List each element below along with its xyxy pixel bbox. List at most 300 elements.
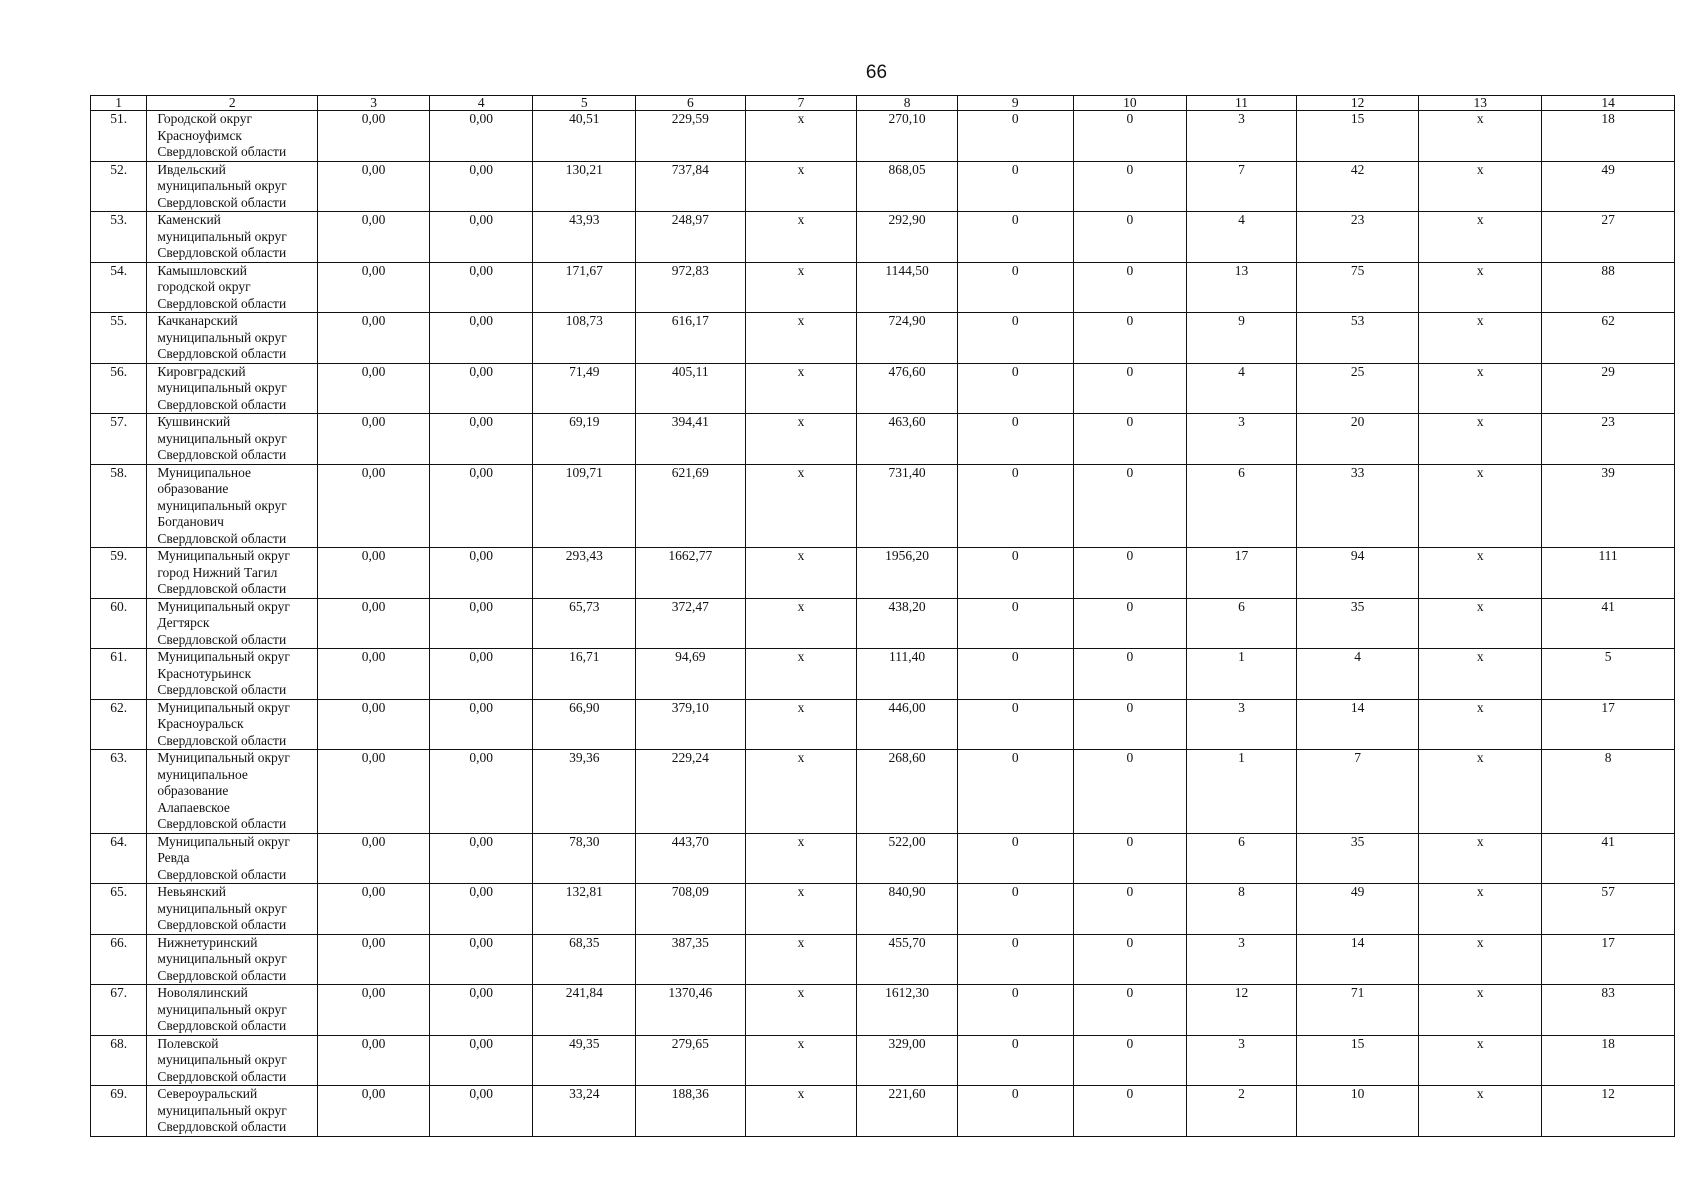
municipality-name <box>147 985 318 1036</box>
name-line: муниципальный округ <box>157 430 287 446</box>
name-line: городской округ <box>157 279 251 294</box>
row-number: 52. <box>91 161 147 212</box>
value-cell: 57 <box>1542 884 1675 935</box>
value-cell: 0 <box>957 934 1073 985</box>
table-row <box>91 598 1675 649</box>
value-cell: 229,59 <box>636 111 746 162</box>
name-line: Муниципальный округ <box>157 750 290 765</box>
value-cell: 476,60 <box>857 363 958 414</box>
value-cell: 71 <box>1296 985 1419 1036</box>
value-cell: 0 <box>957 884 1073 935</box>
name-line: Свердловской области <box>157 144 287 159</box>
value-cell: x <box>1419 262 1542 313</box>
value-cell: 0 <box>957 1035 1073 1086</box>
name-line: Свердловской области <box>157 732 287 748</box>
value-cell: 0,00 <box>318 934 430 985</box>
value-cell: 0 <box>1073 548 1187 599</box>
value-cell: 109,71 <box>533 464 636 548</box>
municipality-name <box>147 750 318 834</box>
value-cell: 0 <box>957 598 1073 649</box>
municipality-name <box>147 414 318 465</box>
value-cell: x <box>745 699 857 750</box>
value-cell: 394,41 <box>636 414 746 465</box>
name-line: муниципальный округ <box>157 497 287 513</box>
name-line: Свердловской области <box>157 581 287 596</box>
table-row <box>91 548 1675 599</box>
value-cell: 68,35 <box>533 934 636 985</box>
column-header: 7 <box>745 96 857 111</box>
value-cell: 0,00 <box>429 111 533 162</box>
row-number: 54. <box>91 262 147 313</box>
value-cell: 438,20 <box>857 598 958 649</box>
value-cell: x <box>1419 464 1542 548</box>
value-cell: 40,51 <box>533 111 636 162</box>
value-cell: 868,05 <box>857 161 958 212</box>
value-cell: 0 <box>957 161 1073 212</box>
value-cell: 35 <box>1296 598 1419 649</box>
row-number: 68. <box>91 1035 147 1086</box>
value-cell: x <box>1419 598 1542 649</box>
name-line: Камышловский <box>157 262 247 278</box>
value-cell: 33 <box>1296 464 1419 548</box>
value-cell: 1 <box>1187 750 1297 834</box>
value-cell: 0 <box>957 750 1073 834</box>
name-line: Красноуфимск <box>157 127 242 143</box>
value-cell: x <box>745 212 857 263</box>
value-cell: 0 <box>957 985 1073 1036</box>
value-cell: 27 <box>1542 212 1675 263</box>
value-cell: 229,24 <box>636 750 746 834</box>
name-line: Свердловской области <box>157 917 287 932</box>
column-header: 9 <box>957 96 1073 111</box>
municipality-name <box>147 699 318 750</box>
name-line: Свердловской области <box>157 682 287 697</box>
name-line: город Нижний Тагил <box>157 564 278 580</box>
value-cell: 0,00 <box>318 985 430 1036</box>
value-cell: x <box>745 363 857 414</box>
value-cell: 0 <box>957 833 1073 884</box>
value-cell: 6 <box>1187 464 1297 548</box>
value-cell: 14 <box>1296 699 1419 750</box>
value-cell: 329,00 <box>857 1035 958 1086</box>
column-header: 4 <box>429 96 533 111</box>
column-header: 12 <box>1296 96 1419 111</box>
value-cell: x <box>1419 833 1542 884</box>
value-cell: 6 <box>1187 833 1297 884</box>
name-line: Свердловской области <box>157 346 287 361</box>
value-cell: x <box>1419 161 1542 212</box>
page-number: 66 <box>865 62 888 83</box>
table-row <box>91 161 1675 212</box>
row-number: 57. <box>91 414 147 465</box>
value-cell: 1612,30 <box>857 985 958 1036</box>
value-cell: 69,19 <box>533 414 636 465</box>
table-row <box>91 111 1675 162</box>
value-cell: 62 <box>1542 313 1675 364</box>
value-cell: 0 <box>1073 833 1187 884</box>
value-cell: 111,40 <box>857 649 958 700</box>
table-row <box>91 1086 1675 1137</box>
value-cell: x <box>745 833 857 884</box>
value-cell: 0 <box>957 313 1073 364</box>
value-cell: 4 <box>1187 363 1297 414</box>
value-cell: 3 <box>1187 699 1297 750</box>
value-cell: 0 <box>1073 1035 1187 1086</box>
value-cell: 6 <box>1187 598 1297 649</box>
row-number: 51. <box>91 111 147 162</box>
value-cell: x <box>1419 699 1542 750</box>
table-row <box>91 1035 1675 1086</box>
value-cell: 0,00 <box>318 262 430 313</box>
value-cell: 731,40 <box>857 464 958 548</box>
municipality-name <box>147 262 318 313</box>
value-cell: 78,30 <box>533 833 636 884</box>
value-cell: 1370,46 <box>636 985 746 1036</box>
value-cell: 708,09 <box>636 884 746 935</box>
column-header: 3 <box>318 96 430 111</box>
value-cell: 18 <box>1542 111 1675 162</box>
municipality-name <box>147 464 318 548</box>
value-cell: 18 <box>1542 1035 1675 1086</box>
value-cell: 268,60 <box>857 750 958 834</box>
value-cell: 0,00 <box>318 111 430 162</box>
value-cell: 1144,50 <box>857 262 958 313</box>
value-cell: 972,83 <box>636 262 746 313</box>
value-cell: 3 <box>1187 1035 1297 1086</box>
row-number: 60. <box>91 598 147 649</box>
value-cell: 0,00 <box>429 750 533 834</box>
table-row <box>91 884 1675 935</box>
value-cell: 0,00 <box>429 699 533 750</box>
name-line: Свердловской области <box>157 447 287 462</box>
value-cell: x <box>745 1086 857 1137</box>
value-cell: 12 <box>1542 1086 1675 1137</box>
value-cell: 8 <box>1187 884 1297 935</box>
value-cell: 15 <box>1296 111 1419 162</box>
municipality-name <box>147 598 318 649</box>
municipality-name <box>147 363 318 414</box>
name-line: муниципальный округ <box>157 900 287 916</box>
value-cell: 35 <box>1296 833 1419 884</box>
name-line: Муниципальный округ <box>157 699 290 715</box>
name-line: муниципальный округ <box>157 380 287 395</box>
name-line: Североуральский <box>157 1086 258 1101</box>
value-cell: 0,00 <box>318 598 430 649</box>
value-cell: 0 <box>1073 649 1187 700</box>
value-cell: 0,00 <box>429 262 533 313</box>
table-row <box>91 934 1675 985</box>
name-line: Муниципальный округ <box>157 649 290 664</box>
value-cell: 14 <box>1296 934 1419 985</box>
name-line: Свердловской области <box>157 1068 287 1084</box>
value-cell: 0 <box>957 414 1073 465</box>
name-line: муниципальный округ <box>157 1001 287 1017</box>
value-cell: x <box>1419 212 1542 263</box>
municipality-name <box>147 1035 318 1086</box>
value-cell: 10 <box>1296 1086 1419 1137</box>
value-cell: 455,70 <box>857 934 958 985</box>
value-cell: 94,69 <box>636 649 746 700</box>
value-cell: 0 <box>957 1086 1073 1137</box>
row-number: 56. <box>91 363 147 414</box>
value-cell: 0,00 <box>429 464 533 548</box>
value-cell: 188,36 <box>636 1086 746 1137</box>
name-line: Городской округ <box>157 111 253 126</box>
value-cell: 2 <box>1187 1086 1297 1137</box>
value-cell: 446,00 <box>857 699 958 750</box>
name-line: Свердловской области <box>157 194 287 210</box>
value-cell: 8 <box>1542 750 1675 834</box>
value-cell: 0,00 <box>318 363 430 414</box>
value-cell: 0,00 <box>429 985 533 1036</box>
municipality-name <box>147 313 318 364</box>
name-line: Свердловской области <box>157 967 287 983</box>
column-header: 13 <box>1419 96 1542 111</box>
value-cell: x <box>745 262 857 313</box>
value-cell: 0,00 <box>318 414 430 465</box>
value-cell: 0,00 <box>429 649 533 700</box>
value-cell: 65,73 <box>533 598 636 649</box>
name-line: Новолялинский <box>157 985 248 1000</box>
value-cell: 0 <box>1073 985 1187 1036</box>
value-cell: x <box>1419 313 1542 364</box>
value-cell: 39,36 <box>533 750 636 834</box>
value-cell: 49 <box>1542 161 1675 212</box>
table-row <box>91 985 1675 1036</box>
row-number: 62. <box>91 699 147 750</box>
value-cell: 0,00 <box>318 1035 430 1086</box>
value-cell: 0,00 <box>318 212 430 263</box>
value-cell: 221,60 <box>857 1086 958 1137</box>
value-cell: 13 <box>1187 262 1297 313</box>
table-row <box>91 313 1675 364</box>
row-number: 64. <box>91 833 147 884</box>
value-cell: x <box>1419 111 1542 162</box>
value-cell: x <box>1419 649 1542 700</box>
value-cell: 71,49 <box>533 363 636 414</box>
value-cell: 0,00 <box>318 833 430 884</box>
name-line: Невьянский <box>157 884 227 899</box>
value-cell: 0 <box>1073 111 1187 162</box>
value-cell: 0,00 <box>318 750 430 834</box>
value-cell: x <box>745 161 857 212</box>
municipality-name <box>147 1086 318 1137</box>
value-cell: 0 <box>957 548 1073 599</box>
table-row <box>91 649 1675 700</box>
name-line: Муниципальный округ <box>157 598 290 614</box>
value-cell: 0 <box>1073 262 1187 313</box>
value-cell: 20 <box>1296 414 1419 465</box>
name-line: Свердловской области <box>157 816 287 831</box>
value-cell: 0 <box>1073 363 1187 414</box>
value-cell: 23 <box>1542 414 1675 465</box>
value-cell: 29 <box>1542 363 1675 414</box>
row-number: 63. <box>91 750 147 834</box>
name-line: муниципальный округ <box>157 951 287 966</box>
municipality-name <box>147 649 318 700</box>
value-cell: 0,00 <box>429 212 533 263</box>
value-cell: 0 <box>1073 1086 1187 1137</box>
value-cell: x <box>745 414 857 465</box>
value-cell: 42 <box>1296 161 1419 212</box>
name-line: Свердловской области <box>157 396 287 412</box>
value-cell: 33,24 <box>533 1086 636 1137</box>
value-cell: x <box>1419 884 1542 935</box>
value-cell: 4 <box>1187 212 1297 263</box>
value-cell: 88 <box>1542 262 1675 313</box>
name-line: Свердловской области <box>157 1119 287 1134</box>
value-cell: 111 <box>1542 548 1675 599</box>
name-line: муниципальное <box>157 766 248 782</box>
value-cell: x <box>745 934 857 985</box>
value-cell: 1 <box>1187 649 1297 700</box>
value-cell: 17 <box>1542 699 1675 750</box>
value-cell: 0 <box>957 699 1073 750</box>
name-line: Муниципальный округ <box>157 833 290 849</box>
row-number: 67. <box>91 985 147 1036</box>
value-cell: 379,10 <box>636 699 746 750</box>
value-cell: 4 <box>1296 649 1419 700</box>
value-cell: 94 <box>1296 548 1419 599</box>
value-cell: 0 <box>957 212 1073 263</box>
name-line: Каменский <box>157 212 221 227</box>
name-line: Качканарский <box>157 313 238 328</box>
value-cell: 0 <box>957 111 1073 162</box>
value-cell: x <box>745 884 857 935</box>
value-cell: 23 <box>1296 212 1419 263</box>
municipality-name <box>147 934 318 985</box>
value-cell: x <box>745 464 857 548</box>
value-cell: 12 <box>1187 985 1297 1036</box>
value-cell: 0 <box>1073 884 1187 935</box>
value-cell: x <box>1419 363 1542 414</box>
name-line: муниципальный округ <box>157 1102 287 1118</box>
municipality-name <box>147 833 318 884</box>
municipality-name <box>147 548 318 599</box>
municipality-name <box>147 884 318 935</box>
value-cell: 3 <box>1187 414 1297 465</box>
value-cell: 49 <box>1296 884 1419 935</box>
value-cell: 405,11 <box>636 363 746 414</box>
value-cell: 0,00 <box>429 1086 533 1137</box>
value-cell: x <box>1419 1035 1542 1086</box>
municipality-name <box>147 111 318 162</box>
value-cell: x <box>1419 750 1542 834</box>
name-line: Кушвинский <box>157 414 231 429</box>
value-cell: 16,71 <box>533 649 636 700</box>
data-table <box>90 95 1675 1137</box>
column-header: 14 <box>1542 96 1675 111</box>
value-cell: 387,35 <box>636 934 746 985</box>
value-cell: 293,43 <box>533 548 636 599</box>
column-header: 10 <box>1073 96 1187 111</box>
value-cell: x <box>1419 414 1542 465</box>
municipality-name <box>147 212 318 263</box>
column-header: 8 <box>857 96 958 111</box>
value-cell: 17 <box>1542 934 1675 985</box>
name-line: Ивдельский <box>157 161 226 177</box>
column-header: 6 <box>636 96 746 111</box>
value-cell: x <box>745 111 857 162</box>
value-cell: 0 <box>1073 699 1187 750</box>
value-cell: 7 <box>1187 161 1297 212</box>
value-cell: 724,90 <box>857 313 958 364</box>
value-cell: 0,00 <box>429 313 533 364</box>
value-cell: 0,00 <box>318 884 430 935</box>
value-cell: 0,00 <box>318 161 430 212</box>
value-cell: 0,00 <box>429 598 533 649</box>
value-cell: 0,00 <box>429 833 533 884</box>
value-cell: 0 <box>957 363 1073 414</box>
row-number: 53. <box>91 212 147 263</box>
value-cell: 0,00 <box>429 414 533 465</box>
value-cell: 108,73 <box>533 313 636 364</box>
value-cell: 0 <box>1073 464 1187 548</box>
value-cell: 0,00 <box>429 1035 533 1086</box>
value-cell: 83 <box>1542 985 1675 1036</box>
value-cell: 0 <box>1073 750 1187 834</box>
column-header: 5 <box>533 96 636 111</box>
value-cell: 171,67 <box>533 262 636 313</box>
name-line: Богданович <box>157 514 224 529</box>
value-cell: 41 <box>1542 833 1675 884</box>
value-cell: 840,90 <box>857 884 958 935</box>
value-cell: 75 <box>1296 262 1419 313</box>
value-cell: 0 <box>1073 161 1187 212</box>
municipality-name <box>147 161 318 212</box>
value-cell: 443,70 <box>636 833 746 884</box>
row-number: 66. <box>91 934 147 985</box>
value-cell: 241,84 <box>533 985 636 1036</box>
value-cell: 0 <box>957 262 1073 313</box>
value-cell: 616,17 <box>636 313 746 364</box>
column-header: 1 <box>91 96 147 111</box>
value-cell: 0,00 <box>429 548 533 599</box>
name-line: Нижнетуринский <box>157 934 258 950</box>
value-cell: 132,81 <box>533 884 636 935</box>
value-cell: x <box>745 750 857 834</box>
value-cell: 15 <box>1296 1035 1419 1086</box>
value-cell: 1956,20 <box>857 548 958 599</box>
row-number: 69. <box>91 1086 147 1137</box>
value-cell: 25 <box>1296 363 1419 414</box>
value-cell: 43,93 <box>533 212 636 263</box>
value-cell: 0 <box>957 464 1073 548</box>
value-cell: 0 <box>1073 934 1187 985</box>
value-cell: 0,00 <box>429 363 533 414</box>
value-cell: 39 <box>1542 464 1675 548</box>
row-number: 65. <box>91 884 147 935</box>
value-cell: 0 <box>957 649 1073 700</box>
name-line: Ревда <box>157 850 190 865</box>
value-cell: 0,00 <box>429 161 533 212</box>
name-line: Кировградский <box>157 363 246 379</box>
name-line: Дегтярск <box>157 615 210 630</box>
value-cell: 5 <box>1542 649 1675 700</box>
value-cell: 737,84 <box>636 161 746 212</box>
value-cell: 0,00 <box>318 464 430 548</box>
name-line: Муниципальный округ <box>157 548 290 563</box>
value-cell: 0 <box>1073 313 1187 364</box>
name-line: Свердловской области <box>157 866 287 882</box>
value-cell: 0,00 <box>318 313 430 364</box>
value-cell: x <box>1419 548 1542 599</box>
value-cell: x <box>745 598 857 649</box>
name-line: Алапаевское <box>157 799 230 815</box>
value-cell: 0,00 <box>318 649 430 700</box>
name-line: муниципальный округ <box>157 178 287 193</box>
value-cell: 248,97 <box>636 212 746 263</box>
